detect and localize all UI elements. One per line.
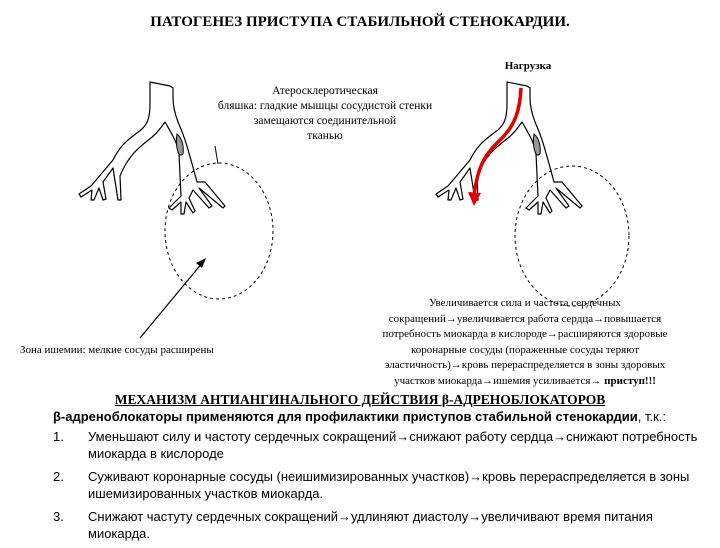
left-vessel-illustration (79, 82, 225, 214)
ischemia-zone-label: Зона ишемии: мелкие сосуды расширены (20, 344, 214, 356)
right-vessel-illustration (436, 82, 582, 214)
mechanism-intro: β-адреноблокаторы применяются для профилактики приступов стабильной стенокардии, т.к.: (53, 409, 667, 424)
load-blood-flow-arrow-head (468, 192, 481, 206)
page-title: ПАТОГЕНЕЗ ПРИСТУПА СТАБИЛЬНОЙ СТЕНОКАРДИИ. (150, 14, 570, 30)
list-item: 1. Уменьшают силу и частоту сердечных сокращений→снижают работу сердца→снижают потребность миокарда в кислороде (53, 429, 698, 461)
load-effect-description: Увеличивается сила и частота сердечных сокращений→увеличивается работа сердца→повышается потребность миокарда в кислороде→расширяются здоровые коронарные сосуды (пораженные сосуды теряют эластичность)→кровь перераспределяется в зоны здоровых участков миокарда→ишемия усиливается→ приступ!!! (382, 297, 668, 387)
list-item: 3. Снижают частуту сердечных сокращений→удлиняют диастолу→увеличивают время питания миокарда. (53, 509, 653, 541)
ischemia-pointer-head (196, 258, 206, 268)
right-ischemia-zone (515, 166, 629, 306)
left-ischemia-zone (165, 163, 273, 299)
attack-emphasis: приступ!!! (604, 374, 656, 387)
mechanism-list (53, 428, 703, 548)
plaque-pointer (215, 146, 218, 164)
ischemia-pointer (140, 262, 203, 338)
mechanism-title: МЕХАНИЗМ АНТИАНГИНАЛЬНОГО ДЕЙСТВИЯ β-АДРЕНОБЛОКАТОРОВ (114, 392, 606, 407)
load-blood-flow-arrow (474, 88, 521, 196)
load-label: Нагрузка (504, 60, 552, 72)
list-item: 2. Суживают коронарные сосуды (неишимизированных участков)→кровь перераспределяется в зоны ишемизированных участков миокарда. (53, 469, 690, 501)
plaque-label: Атеросклеротическая бляшка: гладкие мышцы сосудистой стенки замещаются соединительной тканью (217, 85, 433, 142)
